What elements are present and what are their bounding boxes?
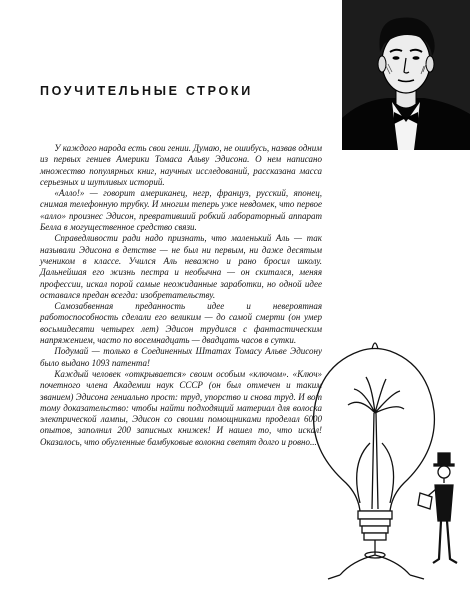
article-paragraph: Справедливости ради надо признать, что маленький Аль — так называли Эдисона в детстве — не был ни первым, ни даже десятым учеником в классе. Учился Аль неважно и рано бросил школу. Дальнейшая его жизнь пестра и необычна — он скитался, меняя профессии, искал порой самые неожиданные заработки, но одной идее оставался предан всегда: изобретательству. <box>40 233 322 300</box>
edison-portrait-illustration <box>342 0 470 150</box>
article-paragraph: У каждого народа есть свои гении. Думаю, не ошибусь, назвав одним из первых гениев Америки Томаса Альву Эдисона. О нем написано множество популярных книг, научных исследований, рассказана масса серьезных и шутливых историй. <box>40 143 322 187</box>
article-paragraph: Каждый человек «открывается» своим особым «ключом». «Ключ» почетного члена Академии наук СССР (он был отмечен и таким званием) Эдисона гениально прост: труд, упорство и снова труд. И вот тому доказательство: чтобы найти подходящий материал для волоска электрической лампы, Эдисон со своими помощниками проделал 6000 опытов, заполнил 200 записных книжек! И нашел то, что искал! Оказалось, что обугленные бамбуковые волокна светят долго и ровно... <box>40 368 322 447</box>
article-body <box>40 143 322 448</box>
article-paragraph: «Алло!» — говорит американец, негр, француз, русский, японец, снимая телефонную трубку. И многим теперь уже невдомек, что первое «алло» произнес Эдисон, превративший робкий лабораторный аппарат Белла в могущественное средство связи. <box>40 188 322 233</box>
article-paragraph: Подумай — только в Соединенных Штатах Томасу Альве Эдисону было выдано 1093 патента! <box>40 346 322 368</box>
article-paragraph: Самозабвенная преданность идее и невероятная работоспособность сделали его великим — до самой смерти (он умер восьмидесяти четырех лет) Эдисон трудился с фантастическим напряжением, часто по восемнадцать — двадцать часов в сутки. <box>40 301 322 346</box>
light-bulb-illustration <box>300 333 470 595</box>
man-with-book-figure <box>418 453 457 563</box>
page-title: ПОУЧИТЕЛЬНЫЕ СТРОКИ <box>40 84 253 98</box>
